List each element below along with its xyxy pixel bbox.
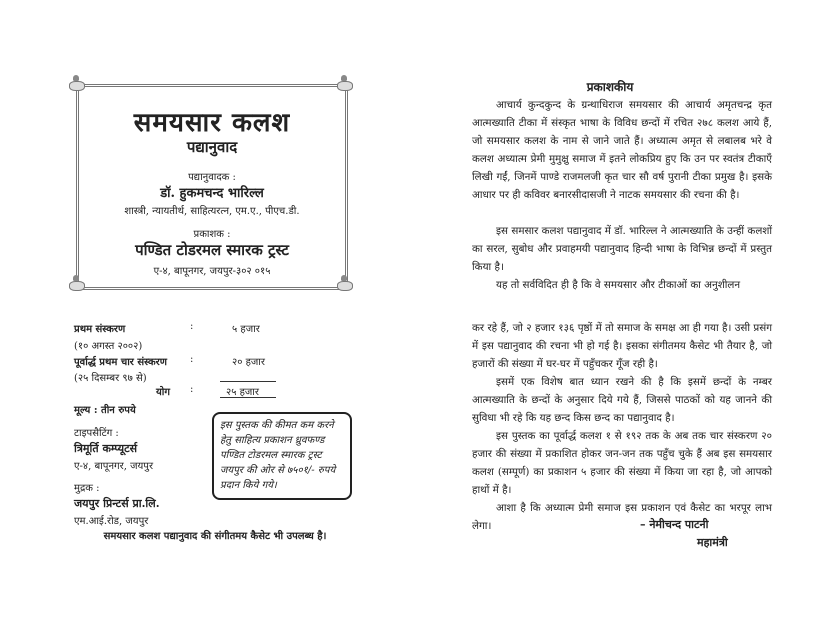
edition-colon: : — [190, 354, 194, 365]
corner-ornament-icon — [337, 275, 351, 291]
edition-label: प्रथम संस्करण — [74, 324, 126, 335]
printer-address: एम.आई.रोड, जयपुर — [74, 516, 149, 527]
preface-paragraph: आचार्य कुन्दकुन्द के ग्रन्थाधिराज समयसार की आचार्य अमृतचन्द्र कृत आत्मख्याति टीका में संस्कृत भाषा के विविध छन्दों में रचित २७८ कलश आये हैं, जो समयसार कलश के नाम से जाने जाते हैं। अध्यात्म अमृत से लबालब भरे वे कलश अध्यात्म प्रेमी मुमुक्षु समाज में इतने लोकप्रिय हुए कि उन पर स्वतंत्र टीकाएँ लिखी गईं, जिनमें पाण्डे राजमलजी कृत चार सौ वर्ष पुरानी टीका प्रमुख है। इसके आधार पर ही कविवर बनारसीदासजी ने नाटक समयसार की रचना की है। — [472, 99, 772, 201]
donation-note-box: इस पुस्तक की कीमत कम करने हेतु साहित्य प्रकाशन ध्रुवफण्ड पण्डित टोडरमल स्मारक ट्रस्ट जयपुर की ओर से ७५०१/- रुपये प्रदान किये गये। — [212, 412, 352, 500]
printer-name: जयपुर प्रिन्टर्स प्रा.लि. — [74, 497, 160, 510]
publisher-label: प्रकाशक : — [193, 229, 231, 240]
corner-ornament-icon — [69, 275, 83, 291]
typesetting-label: टाइपसैटिंग : — [74, 428, 119, 439]
translator-label: पद्यानुवादक : — [188, 172, 236, 183]
total-label: योग — [156, 387, 171, 398]
publisher-address: ए-४, बापूनगर, जयपुर-३०२ ०१५ — [153, 266, 271, 277]
signature-title: महामंत्री — [697, 536, 728, 549]
cassette-notice: समयसार कलश पद्यानुवाद की संगीतमय कैसेट भी उपलब्ध है। — [103, 531, 327, 542]
preface-paragraph: यह तो सर्वविदित ही है कि वे समयसार और टीकाओं का अनुशीलन — [496, 279, 741, 291]
edition-value: ५ हजार — [232, 324, 260, 335]
signature-name: – नेमीचन्द पाटनी — [640, 518, 709, 531]
translator-name: डॉ. हुकमचन्द भारिल्ल — [160, 186, 264, 201]
edition-date: (१० अगस्त २००२) — [74, 341, 143, 352]
book-title: समयसार कलश — [133, 108, 291, 138]
preface-paragraph: इस पुस्तक का पूर्वार्द्ध कलश १ से १९२ तक के अब तक चार संस्करण २० हजार की संख्या में प्रकाशित होकर जन-जन तक पहुँच चुके हैं अब इस समयसार कलश (सम्पूर्ण) का प्रकाशन ५ हजार की संख्या में किया जा रहा है, जो आपको हाथों में है। — [472, 430, 772, 496]
printer-label: मुद्रक : — [74, 483, 100, 494]
edition-colon: : — [190, 321, 194, 332]
edition-row — [74, 321, 334, 335]
corner-ornament-icon — [337, 75, 351, 91]
total-value: २५ हजार — [226, 387, 259, 398]
preface-paragraph: कर रहे हैं, जो २ हजार १३६ पृष्ठों में तो समाज के समक्ष आ ही गया है। उसी प्रसंग में इस पद्यानुवाद की रचना भी हो गई है। इसका संगीतमय कैसेट भी तैयार है, जो हजारों की संख्या में घर-घर में पहुँचकर गूँज रही है। — [472, 322, 772, 370]
total-colon: : — [190, 384, 194, 395]
edition-value: २० हजार — [232, 357, 265, 368]
preface-heading: प्रकाशकीय — [586, 80, 634, 94]
total-row — [74, 384, 334, 398]
publisher-name: पण्डित टोडरमल स्मारक ट्रस्ट — [135, 241, 289, 259]
preface-paragraph: आशा है कि अध्यात्म प्रेमी समाज इस प्रकाशन एवं कैसेट का भरपूर लाभ लेगा। — [472, 502, 772, 532]
edition-label: पूर्वार्द्ध प्रथम चार संस्करण — [74, 357, 168, 368]
total-rule-top — [220, 381, 276, 382]
preface-paragraph: इसमें एक विशेष बात ध्यान रखने की है कि इसमें छन्दों के नम्बर आत्मख्याति के छन्दों के अनुसार दिये गये हैं, जिससे पाठकों को यह जानने की सुविधा भी रहे कि यह छन्द किस छन्द का पद्यानुवाद है। — [472, 376, 772, 424]
corner-ornament-icon — [69, 75, 83, 91]
edition-date: (२५ दिसम्बर ९७ से) — [74, 373, 147, 384]
typesetter-address: ए-४, बापूनगर, जयपुर — [74, 461, 154, 472]
edition-row — [74, 354, 334, 368]
preface-paragraph: इस समसार कलश पद्यानुवाद में डॉ. भारिल्ल ने आत्मख्याति के उन्हीं कलशों का सरल, सुबोध और प्रवाहमयी पद्यानुवाद हिन्दी भाषा के विभिन्न छन्दों में प्रस्तुत किया है। — [472, 225, 772, 273]
typesetter-name: त्रिमूर्ति कम्प्यूटर्स — [74, 442, 138, 455]
edition-row — [74, 370, 334, 384]
book-subtitle: पद्यानुवाद — [186, 138, 238, 156]
translator-qualifications: शास्त्री, न्यायतीर्थ, साहित्यरत्न, एम.ए., पीएच.डी. — [124, 206, 300, 217]
total-rule-bottom — [220, 397, 276, 398]
edition-row — [74, 338, 334, 352]
title-frame — [76, 84, 348, 290]
price: मूल्य : तीन रुपये — [74, 405, 136, 416]
